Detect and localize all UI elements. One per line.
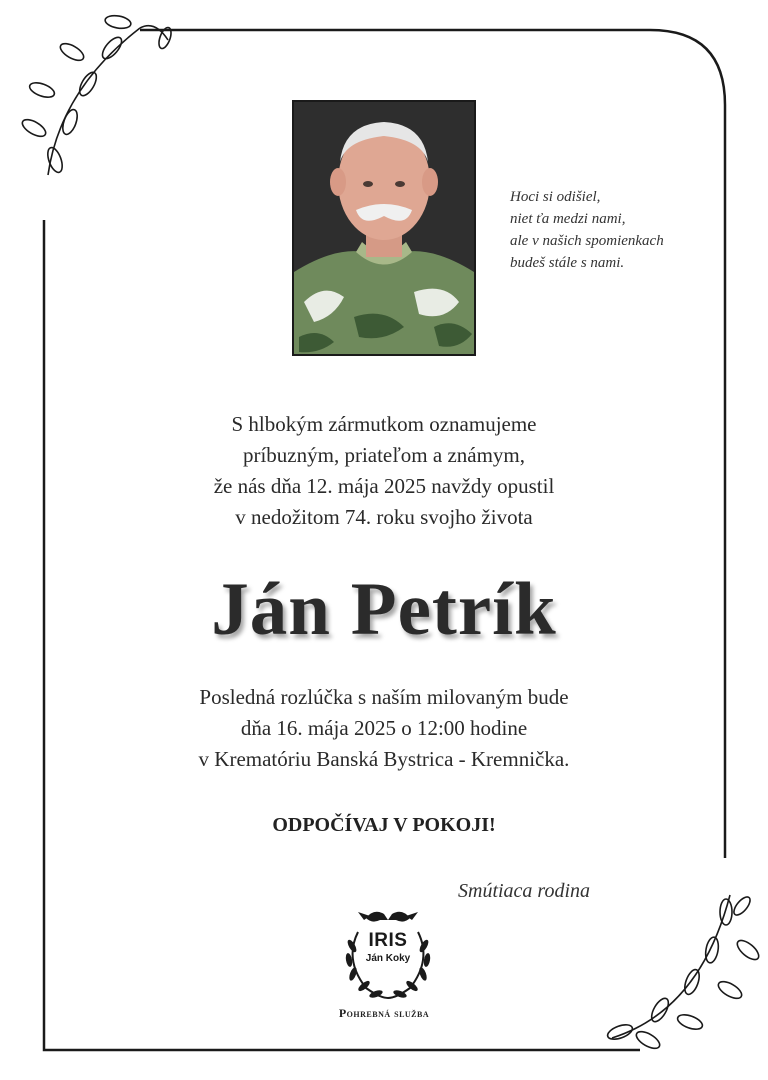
wreath-doves-icon [336, 900, 440, 1004]
logo-name: IRIS [368, 930, 408, 951]
announcement-line: príbuzným, priateľom a známym, [242, 443, 526, 467]
memorial-quote [510, 186, 750, 274]
quote-line: Hoci si odišiel, [510, 189, 601, 205]
announcement-line: v nedožitom 74. roku svojho života [235, 505, 533, 529]
leaf-branch-top-left-icon [20, 14, 174, 175]
quote-line: niet ťa medzi nami, [510, 211, 626, 227]
funeral-details [0, 682, 768, 775]
deceased-name: Ján Petrík [211, 568, 557, 651]
death-announcement [0, 409, 768, 533]
leaf-branch-bottom-right-icon [606, 894, 762, 1051]
funeral-line: Posledná rozlúčka s naším milovaným bude [199, 685, 569, 709]
portrait-illustration [294, 102, 474, 354]
announcement-line: S hlbokým zármutkom oznamujeme [231, 412, 537, 436]
quote-line: budeš stále s nami. [510, 255, 625, 271]
service-label: Pohrebná služba [338, 1006, 430, 1020]
portrait-photo [292, 100, 476, 356]
funeral-line: dňa 16. mája 2025 o 12:00 hodine [240, 716, 528, 740]
quote-line: ale v našich spomienkach [510, 233, 664, 249]
rest-in-peace: ODPOČÍVAJ V POKOJI! [272, 814, 496, 836]
announcement-line: že nás dňa 12. mája 2025 navždy opustil [213, 474, 555, 498]
family-signature: Smútiaca rodina [458, 880, 591, 902]
logo-owner: Ján Koky [365, 953, 411, 964]
funeral-service-logo [336, 900, 440, 1004]
funeral-line: v Krematóriu Banská Bystrica - Kremnička. [198, 747, 570, 771]
